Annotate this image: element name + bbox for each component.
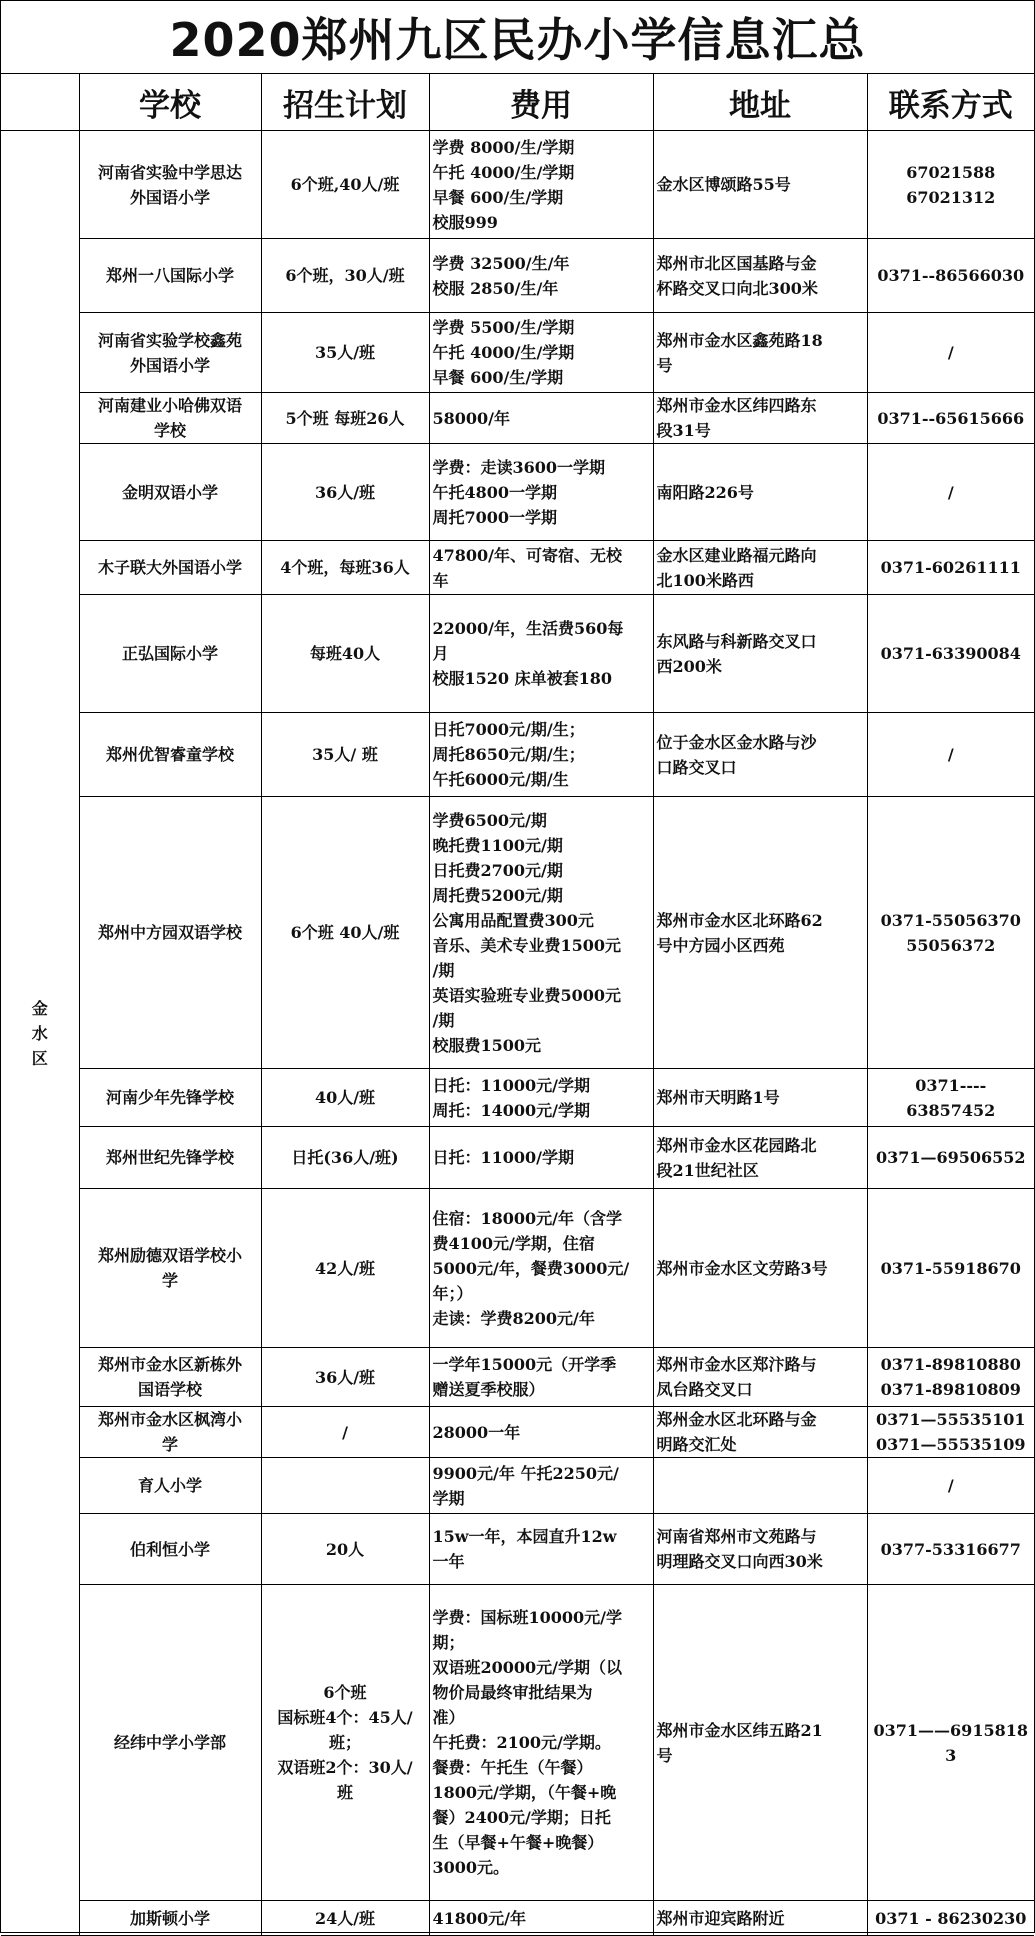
cell-address bbox=[653, 1348, 867, 1407]
cell-fee bbox=[429, 1585, 653, 1901]
cell-fee bbox=[429, 797, 653, 1069]
cell-address bbox=[653, 313, 867, 393]
table-row bbox=[1, 1127, 1034, 1189]
cell-fee-line: 午托 4000/生/学期 bbox=[432, 162, 575, 182]
cell-address-line: 郑州市金水区纬五路21 bbox=[656, 1720, 823, 1740]
cell-contact-line: 67021588 bbox=[906, 162, 996, 182]
cell-fee-line: 校服费1500元 bbox=[432, 1035, 542, 1055]
cell-contact bbox=[867, 1514, 1034, 1585]
cell-address bbox=[653, 1069, 867, 1127]
cell-fee-line: 日托7000元/期/生； bbox=[432, 720, 585, 739]
cell-fee bbox=[429, 1348, 653, 1407]
cell-school bbox=[79, 713, 261, 797]
cell-fee-line: 周托8650元/期/生； bbox=[432, 745, 585, 764]
cell-contact bbox=[867, 1189, 1034, 1348]
cell-fee bbox=[429, 1189, 653, 1348]
cell-contact-line: 0371-60261111 bbox=[880, 558, 1021, 577]
cell-school-line: 育人小学 bbox=[137, 1476, 202, 1495]
cell-contact-line: 0371—69506552 bbox=[875, 1148, 1026, 1167]
cell-fee-line: 周托：14000元/学期 bbox=[432, 1100, 591, 1120]
cell-fee-line: 学期 bbox=[432, 1488, 465, 1508]
cell-fee-line: 英语实验班专业费5000元 bbox=[432, 985, 622, 1005]
cell-plan-line: 6个班,40人/班 bbox=[290, 175, 400, 194]
cell-school bbox=[79, 1514, 261, 1585]
cell-plan-line: / bbox=[342, 1422, 348, 1442]
cell-contact-line: / bbox=[947, 1476, 954, 1495]
cell-contact-line: 0371-89810880 bbox=[880, 1355, 1021, 1374]
cell-plan-line: 每班40人 bbox=[309, 644, 381, 663]
cell-contact-line: 55056372 bbox=[906, 935, 996, 955]
cell-fee-line: 早餐 600/生/学期 bbox=[432, 368, 564, 387]
cell-contact-line: 0371--65615666 bbox=[877, 408, 1025, 428]
cell-plan-line: 20人 bbox=[325, 1539, 365, 1559]
table-row bbox=[1, 1458, 1034, 1514]
cell-plan-line: 4个班，每班36人 bbox=[280, 558, 410, 577]
cell-school bbox=[79, 444, 261, 541]
cell-school-line: 外国语小学 bbox=[129, 187, 210, 207]
cell-fee bbox=[429, 393, 653, 444]
cell-fee-line: 学费 32500/生/年 bbox=[432, 253, 570, 273]
table-row bbox=[1, 131, 1034, 239]
cell-address-line: 凤台路交叉口 bbox=[656, 1380, 753, 1399]
cell-school-line: 郑州优智睿童学校 bbox=[105, 745, 234, 764]
cell-fee-line: 22000/年，生活费560每 bbox=[432, 619, 624, 638]
cell-school bbox=[79, 393, 261, 444]
cell-fee-line: 校服 2850/生/年 bbox=[432, 278, 559, 298]
cell-address-line: 明理路交叉口向西30米 bbox=[656, 1552, 823, 1571]
cell-plan bbox=[261, 393, 429, 444]
cell-fee-line: 学费 8000/生/学期 bbox=[432, 137, 575, 157]
cell-fee-line: 47800/年、可寄宿、无校 bbox=[432, 545, 623, 565]
cell-plan-line: 6个班，30人/班 bbox=[285, 266, 405, 285]
table-row bbox=[1, 393, 1034, 444]
cell-address-line: 金水区建业路福元路向 bbox=[656, 545, 817, 565]
cell-plan-line: 班 bbox=[336, 1783, 353, 1802]
cell-fee-line: 餐）2400元/学期；日托 bbox=[432, 1808, 611, 1827]
header-row bbox=[1, 74, 1034, 131]
cell-school-line: 金明双语小学 bbox=[121, 482, 218, 502]
cell-contact-line: / bbox=[947, 343, 954, 362]
cell-fee-line: 生（早餐+午餐+晚餐） bbox=[432, 1833, 604, 1852]
cell-fee-line: 学费：国标班10000元/学 bbox=[432, 1608, 623, 1627]
cell-address bbox=[653, 541, 867, 595]
cell-school-line: 加斯顿小学 bbox=[129, 1908, 210, 1928]
cell-plan-line: 35人/班 bbox=[314, 343, 376, 362]
cell-school bbox=[79, 1189, 261, 1348]
cell-school-line: 郑州市金水区新栋外 bbox=[97, 1355, 242, 1374]
cell-school-line: 河南省实验学校鑫苑 bbox=[97, 330, 242, 350]
cell-plan bbox=[261, 239, 429, 313]
cell-address bbox=[653, 1407, 867, 1458]
cell-school-line: 河南建业小哈佛双语 bbox=[97, 396, 242, 415]
cell-fee-line: 午托 4000/生/学期 bbox=[432, 343, 575, 362]
cell-fee-line: 餐费：午托生（午餐） bbox=[432, 1758, 593, 1777]
cell-address-line: 郑州市金水区文劳路3号 bbox=[656, 1258, 828, 1278]
cell-plan bbox=[261, 131, 429, 239]
cell-address-line: 明路交汇处 bbox=[656, 1435, 737, 1454]
cell-fee bbox=[429, 239, 653, 313]
cell-school-line: 学 bbox=[161, 1435, 178, 1454]
cell-fee-line: /期 bbox=[432, 1010, 455, 1030]
cell-fee bbox=[429, 1127, 653, 1189]
table-row bbox=[1, 713, 1034, 797]
table-row bbox=[1, 1069, 1034, 1127]
table-row bbox=[1, 595, 1034, 713]
cell-address-line: 河南省郑州市文苑路与 bbox=[656, 1527, 817, 1546]
table-row bbox=[1, 1585, 1034, 1901]
cell-school bbox=[79, 1458, 261, 1514]
cell-contact bbox=[867, 313, 1034, 393]
cell-plan bbox=[261, 1189, 429, 1348]
cell-fee bbox=[429, 1069, 653, 1127]
cell-school bbox=[79, 1348, 261, 1407]
table-row bbox=[1, 1189, 1034, 1348]
cell-school bbox=[79, 797, 261, 1069]
cell-plan bbox=[261, 1127, 429, 1189]
cell-contact-line: 3 bbox=[945, 1745, 957, 1765]
cell-contact-line: 0371---- bbox=[915, 1075, 987, 1095]
cell-address-line: 郑州市迎宾路附近 bbox=[656, 1908, 785, 1928]
cell-address-line: 郑州市北区国基路与金 bbox=[656, 253, 817, 273]
cell-address bbox=[653, 713, 867, 797]
cell-fee-line: 41800元/年 bbox=[432, 1908, 527, 1928]
cell-fee-line: 车 bbox=[432, 570, 449, 590]
cell-contact-line: 0377-53316677 bbox=[880, 1539, 1021, 1559]
cell-school-line: 郑州市金水区枫湾小 bbox=[97, 1410, 242, 1429]
cell-contact-line: 0371--86566030 bbox=[877, 266, 1025, 285]
cell-school-line: 郑州世纪先锋学校 bbox=[105, 1148, 234, 1167]
cell-fee-line: /期 bbox=[432, 960, 455, 980]
cell-school-line: 学 bbox=[161, 1271, 178, 1290]
cell-school-line: 木子联大外国语小学 bbox=[97, 558, 242, 577]
cell-fee-line: 周托费5200元/期 bbox=[432, 885, 563, 905]
cell-school bbox=[79, 1069, 261, 1127]
cell-contact bbox=[867, 1585, 1034, 1901]
cell-plan bbox=[261, 713, 429, 797]
cell-school bbox=[79, 1901, 261, 1936]
cell-fee bbox=[429, 1514, 653, 1585]
header-fee: 费用 bbox=[429, 74, 653, 131]
cell-contact bbox=[867, 131, 1034, 239]
cell-contact bbox=[867, 444, 1034, 541]
district-cell bbox=[1, 131, 79, 1936]
cell-school-line: 学校 bbox=[153, 421, 186, 440]
cell-contact bbox=[867, 1069, 1034, 1127]
cell-address bbox=[653, 444, 867, 541]
cell-address bbox=[653, 1127, 867, 1189]
cell-school bbox=[79, 1585, 261, 1901]
cell-fee-line: 赠送夏季校服） bbox=[432, 1380, 545, 1399]
cell-fee-line: 物价局最终审批结果为 bbox=[432, 1683, 593, 1702]
cell-plan-line: 36人/班 bbox=[314, 1367, 376, 1387]
cell-address-line: 号中方园小区西苑 bbox=[656, 935, 785, 955]
cell-plan-line: 36人/班 bbox=[314, 482, 376, 502]
school-table bbox=[1, 73, 1034, 1936]
cell-fee bbox=[429, 713, 653, 797]
cell-school-line: 郑州中方园双语学校 bbox=[97, 923, 242, 942]
cell-plan bbox=[261, 797, 429, 1069]
cell-school bbox=[79, 1127, 261, 1189]
cell-fee bbox=[429, 541, 653, 595]
cell-contact bbox=[867, 1348, 1034, 1407]
cell-fee-line: 日托费2700元/期 bbox=[432, 860, 563, 880]
cell-plan bbox=[261, 313, 429, 393]
cell-address bbox=[653, 1514, 867, 1585]
cell-fee-line: 一学年15000元（开学季 bbox=[432, 1355, 617, 1374]
cell-address-line: 北100米路西 bbox=[656, 570, 754, 590]
cell-contact-line: 67021312 bbox=[906, 187, 996, 207]
cell-fee-line: 公寓用品配置费300元 bbox=[432, 910, 594, 930]
cell-fee-line: 3000元。 bbox=[432, 1858, 510, 1877]
table-row bbox=[1, 313, 1034, 393]
cell-address-line: 段31号 bbox=[656, 421, 711, 440]
table-row bbox=[1, 239, 1034, 313]
cell-contact bbox=[867, 393, 1034, 444]
cell-address-line: 郑州市金水区郑汴路与 bbox=[656, 1355, 817, 1374]
cell-contact-line: 0371-55056370 bbox=[880, 910, 1021, 930]
cell-contact bbox=[867, 1458, 1034, 1514]
cell-plan bbox=[261, 541, 429, 595]
district-char: 水 bbox=[31, 1023, 48, 1043]
cell-fee bbox=[429, 131, 653, 239]
cell-contact bbox=[867, 541, 1034, 595]
cell-school-line: 外国语小学 bbox=[129, 355, 210, 375]
cell-contact bbox=[867, 1901, 1034, 1936]
cell-contact-line: 0371-89810809 bbox=[880, 1380, 1021, 1399]
cell-plan bbox=[261, 1069, 429, 1127]
cell-school-line: 河南少年先锋学校 bbox=[105, 1088, 234, 1107]
cell-address-line: 金水区博颂路55号 bbox=[656, 175, 791, 194]
cell-fee-line: 校服1520 床单被套180 bbox=[432, 669, 613, 688]
cell-fee bbox=[429, 1458, 653, 1514]
cell-address-line: 郑州市金水区花园路北 bbox=[656, 1135, 817, 1155]
cell-address-line: 口路交叉口 bbox=[656, 757, 737, 777]
table-row bbox=[1, 1901, 1034, 1936]
cell-plan bbox=[261, 1901, 429, 1936]
cell-fee-line: 午托费：2100元/学期。 bbox=[432, 1733, 611, 1752]
table-row bbox=[1, 1514, 1034, 1585]
cell-fee-line: 年；） bbox=[432, 1283, 473, 1303]
cell-contact-line: 0371 - 86230230 bbox=[875, 1908, 1027, 1928]
cell-fee-line: 28000一年 bbox=[432, 1422, 521, 1442]
cell-fee-line: 日托：11000/学期 bbox=[432, 1148, 575, 1167]
table-row bbox=[1, 797, 1034, 1069]
cell-fee-line: 一年 bbox=[432, 1552, 465, 1571]
cell-school-line: 国语学校 bbox=[137, 1380, 202, 1399]
cell-fee-line: 日托：11000元/学期 bbox=[432, 1075, 591, 1095]
cell-address bbox=[653, 1901, 867, 1936]
cell-school-line: 伯利恒小学 bbox=[129, 1539, 210, 1559]
cell-fee-line: 58000/年 bbox=[432, 408, 511, 428]
cell-plan-line: 6个班 40人/班 bbox=[290, 923, 400, 942]
cell-address-line: 郑州市金水区北环路62 bbox=[656, 910, 823, 930]
header-school: 学校 bbox=[79, 74, 261, 131]
cell-fee-line: 费4100元/学期，住宿 bbox=[432, 1233, 595, 1253]
cell-fee-line: 学费6500元/期 bbox=[432, 810, 547, 830]
cell-contact bbox=[867, 595, 1034, 713]
cell-address-line: 郑州市天明路1号 bbox=[656, 1088, 780, 1107]
cell-fee-line: 15w一年，本园直升12w bbox=[432, 1527, 617, 1546]
cell-plan bbox=[261, 595, 429, 713]
cell-address bbox=[653, 393, 867, 444]
cell-plan-line: 6个班 bbox=[323, 1683, 367, 1702]
cell-address bbox=[653, 1585, 867, 1901]
cell-school bbox=[79, 131, 261, 239]
cell-fee-line: 住宿：18000元/年（含学 bbox=[432, 1208, 623, 1228]
cell-plan-line: 40人/班 bbox=[314, 1088, 376, 1107]
cell-fee-line: 午托6000元/期/生 bbox=[432, 770, 569, 789]
cell-fee-line: 晚托费1100元/期 bbox=[432, 835, 563, 855]
cell-fee-line: 1800元/学期，（午餐+晚 bbox=[432, 1783, 617, 1802]
cell-fee-line: 校服999 bbox=[432, 212, 498, 232]
cell-school bbox=[79, 541, 261, 595]
cell-address-line: 南阳路226号 bbox=[656, 482, 754, 502]
cell-school-line: 正弘国际小学 bbox=[121, 644, 218, 663]
cell-fee-line: 早餐 600/生/学期 bbox=[432, 187, 564, 207]
cell-address bbox=[653, 131, 867, 239]
cell-contact-line: 0371—55535109 bbox=[875, 1435, 1026, 1454]
cell-contact-line: 63857452 bbox=[906, 1100, 996, 1120]
cell-address bbox=[653, 239, 867, 313]
cell-address bbox=[653, 595, 867, 713]
cell-fee bbox=[429, 444, 653, 541]
cell-plan bbox=[261, 444, 429, 541]
cell-contact-line: 0371-55918670 bbox=[880, 1258, 1021, 1278]
cell-contact-line: 0371——6915818 bbox=[873, 1720, 1028, 1740]
cell-plan-line: 日托(36人/班) bbox=[291, 1148, 399, 1167]
cell-school-line: 经纬中学小学部 bbox=[113, 1733, 226, 1752]
cell-contact bbox=[867, 1407, 1034, 1458]
cell-school bbox=[79, 1407, 261, 1458]
page-title: 2020郑州九区民办小学信息汇总 bbox=[1, 1, 1034, 74]
cell-fee-line: 周托7000一学期 bbox=[432, 507, 558, 527]
cell-school bbox=[79, 239, 261, 313]
cell-plan-line: 5个班 每班26人 bbox=[285, 408, 405, 428]
district-char: 区 bbox=[31, 1048, 48, 1068]
header-contact: 联系方式 bbox=[867, 74, 1034, 131]
cell-school bbox=[79, 595, 261, 713]
cell-plan-line: 双语班2个：30人/ bbox=[277, 1758, 413, 1777]
cell-school-line: 郑州一八国际小学 bbox=[105, 266, 234, 285]
header-district bbox=[1, 74, 79, 131]
cell-address-line: 郑州市金水区鑫苑路18 bbox=[656, 330, 823, 350]
cell-fee bbox=[429, 313, 653, 393]
cell-plan-line: 35人/ 班 bbox=[312, 745, 378, 764]
cell-address bbox=[653, 1458, 867, 1514]
cell-address-line: 郑州市金水区纬四路东 bbox=[656, 396, 817, 415]
table-row bbox=[1, 444, 1034, 541]
district-char: 金 bbox=[31, 998, 48, 1018]
header-address: 地址 bbox=[653, 74, 867, 131]
cell-address-line: 号 bbox=[656, 355, 673, 375]
cell-contact-line: 0371—55535101 bbox=[875, 1410, 1026, 1429]
cell-address-line: 段21世纪社区 bbox=[656, 1160, 759, 1180]
cell-contact-line: / bbox=[947, 482, 954, 502]
cell-contact bbox=[867, 239, 1034, 313]
cell-plan bbox=[261, 1407, 429, 1458]
cell-fee-line: 准） bbox=[432, 1708, 465, 1727]
cell-fee bbox=[429, 1901, 653, 1936]
cell-contact bbox=[867, 797, 1034, 1069]
cell-plan bbox=[261, 1458, 429, 1514]
cell-plan bbox=[261, 1348, 429, 1407]
cell-fee-line: 月 bbox=[432, 644, 449, 663]
cell-fee-line: 9900元/年 午托2250元/ bbox=[432, 1463, 619, 1483]
cell-fee-line: 5000元/年，餐费3000元/ bbox=[432, 1258, 630, 1278]
cell-address bbox=[653, 1189, 867, 1348]
header-plan: 招生计划 bbox=[261, 74, 429, 131]
cell-plan bbox=[261, 1585, 429, 1901]
cell-address-line: 号 bbox=[656, 1745, 673, 1765]
cell-fee bbox=[429, 595, 653, 713]
cell-address bbox=[653, 797, 867, 1069]
cell-school-line: 河南省实验中学思达 bbox=[97, 162, 242, 182]
cell-address-line: 西200米 bbox=[656, 656, 722, 676]
cell-address-line: 郑州金水区北环路与金 bbox=[656, 1410, 817, 1429]
cell-plan-line: 42人/班 bbox=[314, 1258, 376, 1278]
cell-fee-line: 双语班20000元/学期（以 bbox=[432, 1658, 623, 1677]
cell-fee-line: 音乐、美术专业费1500元 bbox=[432, 935, 622, 955]
cell-fee bbox=[429, 1407, 653, 1458]
cell-plan-line: 班； bbox=[328, 1733, 361, 1752]
cell-school bbox=[79, 313, 261, 393]
cell-fee-line: 午托4800一学期 bbox=[432, 482, 558, 502]
cell-fee-line: 期； bbox=[432, 1633, 465, 1652]
cell-address-line: 位于金水区金水路与沙 bbox=[656, 732, 817, 752]
cell-fee-line: 学费 5500/生/学期 bbox=[432, 318, 575, 337]
cell-address-line: 东风路与科新路交叉口 bbox=[656, 631, 817, 651]
table-row bbox=[1, 541, 1034, 595]
cell-contact bbox=[867, 713, 1034, 797]
cell-fee-line: 走读：学费8200元/年 bbox=[432, 1308, 595, 1328]
table-row bbox=[1, 1348, 1034, 1407]
cell-school-line: 郑州励德双语学校小 bbox=[97, 1246, 242, 1265]
cell-contact-line: / bbox=[947, 745, 954, 764]
cell-plan bbox=[261, 1514, 429, 1585]
cell-contact-line: 0371-63390084 bbox=[880, 644, 1021, 663]
cell-address-line: 杯路交叉口向北300米 bbox=[656, 278, 818, 298]
cell-plan-line: 国标班4个：45人/ bbox=[277, 1708, 413, 1727]
cell-plan-line: 24人/班 bbox=[314, 1908, 376, 1928]
cell-fee-line: 学费：走读3600一学期 bbox=[432, 457, 606, 477]
table-row bbox=[1, 1407, 1034, 1458]
cell-contact bbox=[867, 1127, 1034, 1189]
